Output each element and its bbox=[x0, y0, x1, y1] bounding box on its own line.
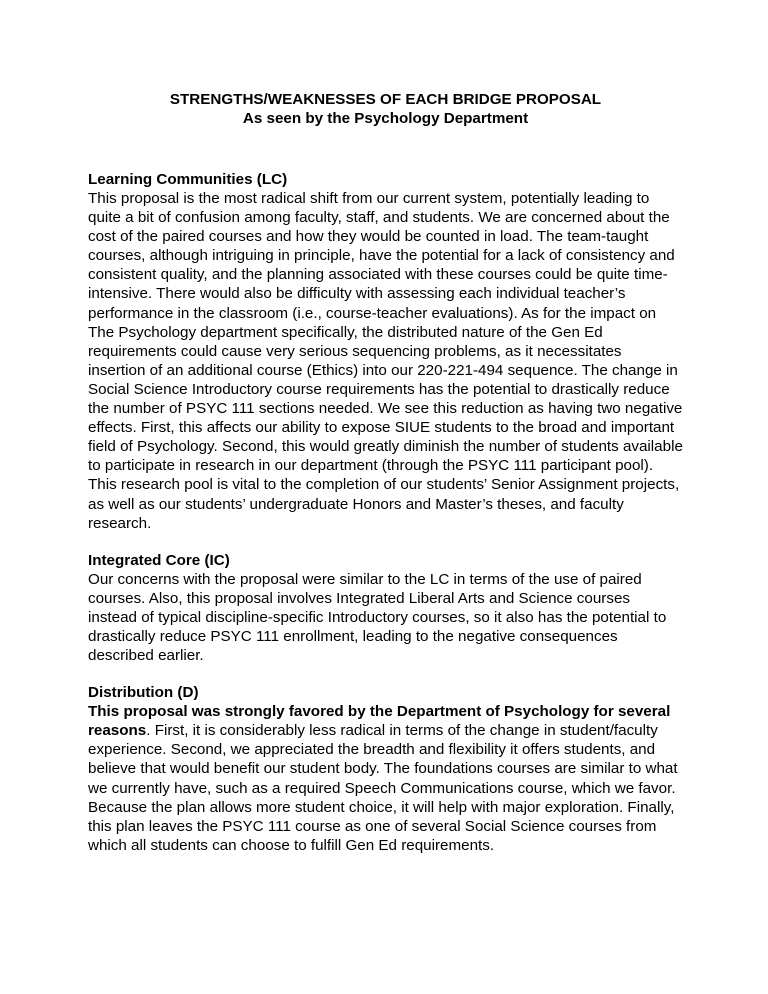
section-learning-communities bbox=[88, 170, 683, 533]
section-body-text: . First, it is considerably less radical in terms of the change in student/faculty experience. Second, we appreciated the breadth and flexibility it offers students, and believe that would benefit our student body. The foundations courses are similar to what we currently have, such as a required Speech Communications course, which we favor. Because the plan allows more student choice, it will help with major exploration. Finally, this plan leaves the PSYC 111 course as one of several Social Science courses from which all students can choose to fulfill Gen Ed requirements. bbox=[88, 722, 678, 854]
document-page bbox=[88, 90, 683, 873]
section-heading: Integrated Core (IC) bbox=[88, 551, 230, 569]
section-body-text: Our concerns with the proposal were similar to the LC in terms of the use of paired courses. Also, this proposal involves Integrated Liberal Arts and Science courses instead of typical discipline-specific Introductory courses, so it also has the potential to drastically reduce PSYC 111 enrollment, leading to the negative consequences described earlier. bbox=[88, 570, 667, 665]
document-subtitle: As seen by the Psychology Department bbox=[242, 110, 529, 127]
section-body-text: This proposal is the most radical shift from our current system, potentially leading to quite a bit of confusion among faculty, staff, and students. We are concerned about the cost of the paired courses and how they would be counted in load. The team-taught courses, although intriguing in principle, have the potential for a lack of consistency and consistent quality, and the planning associated with these courses could be quite time-intensive. There would also be difficulty with assessing each individual teacher’s performance in the classroom (i.e., course-teacher evaluations). As for the impact on The Psychology department specifically, the distributed nature of the Gen Ed requirements could cause very serious sequencing problems, as it necessitates insertion of an additional course (Ethics) into our 220-221-494 sequence. The change in Social Science Introductory course requirements has the potential to drastically reduce the number of PSYC 111 sections needed. We see this reduction as having two negative effects. First, this affects our ability to expose SIUE students to the broad and important field of Psychology. Second, this would greatly diminish the number of students available to participate in research in our department (through the PSYC 111 participant pool). This research pool is vital to the completion of our students’ Senior Assignment projects, as well as our students’ undergraduate Honors and Master’s theses, and faculty research. bbox=[88, 190, 683, 532]
section-integrated-core bbox=[88, 551, 683, 665]
section-heading: Distribution (D) bbox=[88, 684, 199, 702]
section-paragraph bbox=[88, 702, 683, 855]
section-paragraph bbox=[88, 570, 683, 665]
section-paragraph bbox=[88, 189, 683, 533]
document-title: STRENGTHS/WEAKNESSES OF EACH BRIDGE PROPOSAL bbox=[169, 91, 602, 108]
section-distribution bbox=[88, 683, 683, 855]
document-header bbox=[88, 90, 683, 128]
section-heading: Learning Communities (LC) bbox=[88, 171, 288, 188]
section-lead: This proposal was strongly favored by the Department of Psychology for several reasons bbox=[88, 703, 671, 740]
